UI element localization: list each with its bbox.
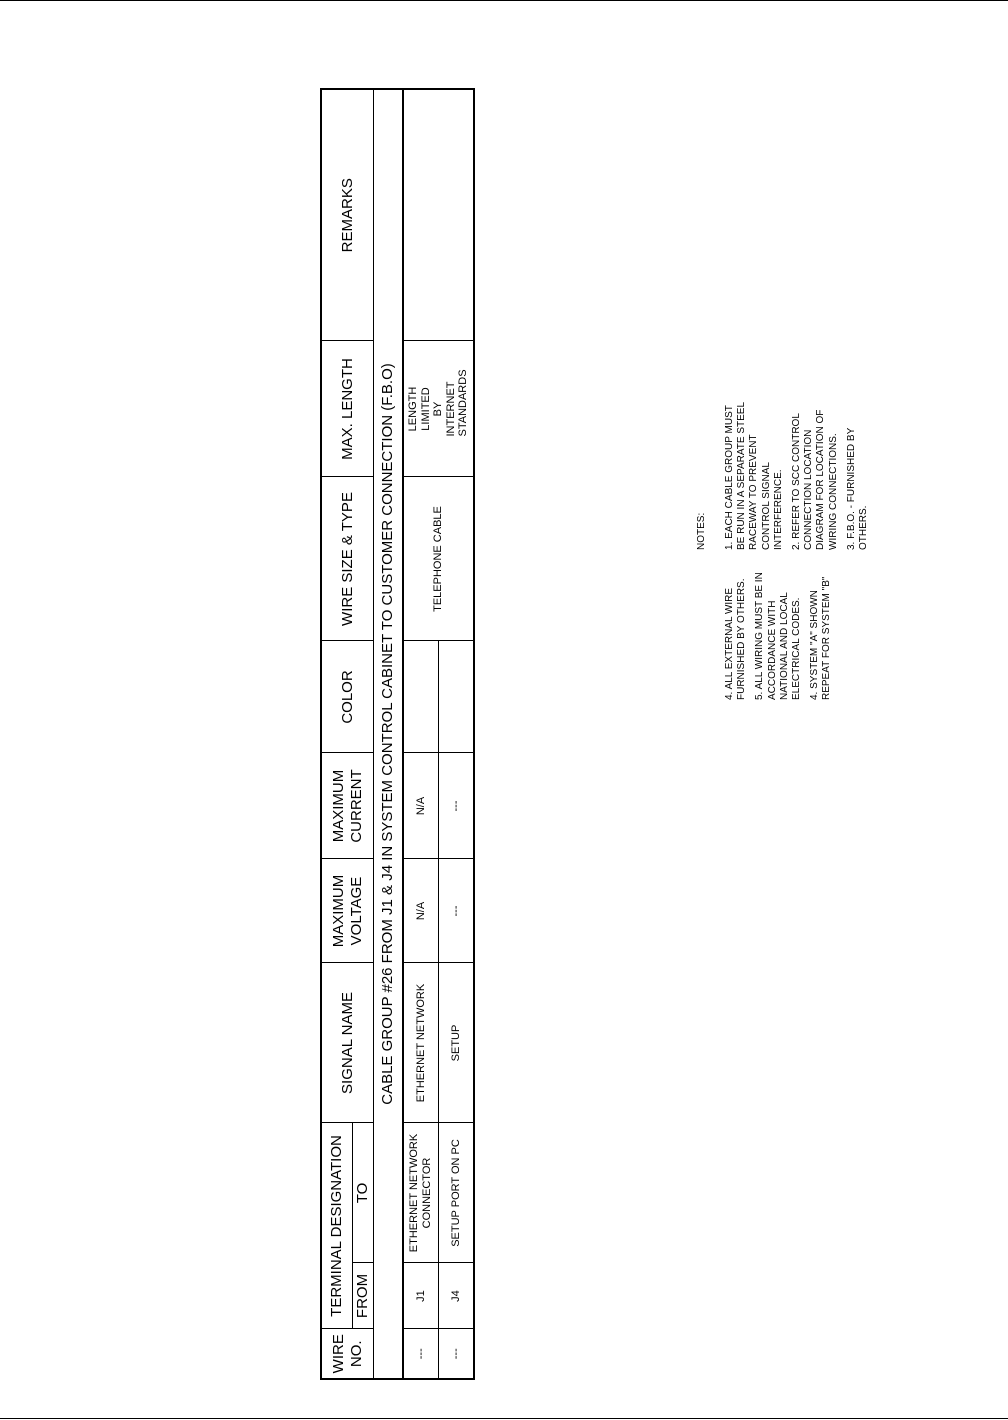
table-row <box>403 89 439 1379</box>
cell-from: J4 <box>439 1263 475 1329</box>
notes-title: NOTES: <box>696 512 707 550</box>
cell-to: SETUP PORT ON PC <box>439 1123 475 1263</box>
cell-to: ETHERNET NETWORK CONNECTOR <box>403 1123 439 1263</box>
header-wire-size-type: WIRE SIZE & TYPE <box>321 477 374 641</box>
cell-max-current: N/A <box>403 753 439 859</box>
note-item: 5. ALL WIRING MUST BE IN ACCORDANCE WITH NATIONAL AND LOCAL ELECTRICAL CODES. <box>754 572 802 700</box>
wiring-table <box>320 88 475 1380</box>
cell-wire-no: --- <box>439 1329 475 1379</box>
note-item: 2. REFER TO SCC CONTROL CONNECTION LOCATION DIAGRAM FOR LOCATION OF WIRING CONNECTIONS. <box>790 409 839 550</box>
header-max-length: MAX. LENGTH <box>321 341 374 477</box>
cell-wire-no: --- <box>403 1329 439 1379</box>
note-item: 4. SYSTEM "A" SHOWN REPEAT FOR SYSTEM "B" <box>809 576 833 700</box>
header-max-current: MAXIMUM CURRENT <box>321 753 374 859</box>
cell-color <box>403 641 439 753</box>
header-row-1 <box>321 89 353 1379</box>
note-item: 1. EACH CABLE GROUP MUST BE RUN IN A SEPARATE STEEL RACEWAY TO PREVENT CONTROL SIGNAL INTERFERENCE. <box>724 402 784 550</box>
cell-max-length: LENGTH LIMITED BY INTERNET STANDARDS <box>403 341 474 477</box>
cell-max-current: --- <box>439 753 475 859</box>
header-to: TO <box>353 1123 374 1263</box>
cell-max-voltage: --- <box>439 859 475 963</box>
header-max-voltage: MAXIMUM VOLTAGE <box>321 859 374 963</box>
note-item: 3. F.B.O. - FURNISHED BY OTHERS. <box>845 427 869 550</box>
rotated-drawing <box>320 90 869 1380</box>
cell-max-voltage: N/A <box>403 859 439 963</box>
cell-signal-name: ETHERNET NETWORK <box>403 963 439 1123</box>
cable-group-row <box>374 89 404 1379</box>
cell-wire-size-type: TELEPHONE CABLE <box>403 477 474 641</box>
cell-signal-name: SETUP <box>439 963 475 1123</box>
page-top-rule <box>0 0 1008 1</box>
note-item: 4. ALL EXTERNAL WIRE FURNISHED BY OTHERS. <box>724 578 748 700</box>
cell-from: J1 <box>403 1263 439 1329</box>
header-signal-name: SIGNAL NAME <box>321 963 374 1123</box>
header-color: COLOR <box>321 641 374 753</box>
header-from: FROM <box>353 1263 374 1329</box>
header-wire-no: WIRE NO. <box>321 1329 374 1379</box>
cable-group-title: CABLE GROUP #26 FROM J1 & J4 IN SYSTEM CONTROL CABINET TO CUSTOMER CONNECTION (F.B.O) <box>374 89 404 1379</box>
notes-block <box>696 402 869 1380</box>
header-terminal-designation: TERMINAL DESIGNATION <box>321 1123 353 1329</box>
cell-remarks <box>403 89 474 341</box>
page-bottom-rule <box>0 1418 1008 1419</box>
notes-column-1 <box>724 400 876 550</box>
notes-column-2 <box>724 550 840 700</box>
cell-color <box>439 641 475 753</box>
header-remarks: REMARKS <box>321 89 374 341</box>
